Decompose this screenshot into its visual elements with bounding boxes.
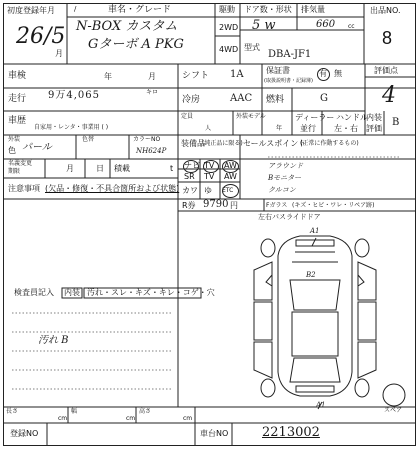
shift-value: 1A	[230, 69, 244, 80]
handle-value: 左・右	[334, 124, 358, 133]
length-label: 長さ	[6, 408, 19, 415]
name-change-label: 名義変更	[8, 160, 33, 167]
inspector-note: 汚れ B	[38, 335, 69, 346]
ac-value: AAC	[230, 93, 253, 104]
color-model-unit: 年	[276, 125, 283, 132]
model-label: 型式	[244, 43, 260, 52]
warranty-no: 無	[334, 69, 342, 78]
mark-b2-roof: B2	[306, 271, 316, 279]
capacity-label: 定員	[181, 113, 194, 120]
r-ticket-label: R券	[182, 201, 196, 210]
equip-aw-circle	[222, 160, 239, 173]
equip-navi-circle	[183, 160, 199, 173]
name-change-sub: 期限	[8, 168, 21, 175]
chassis-label: 車台NO	[200, 429, 229, 438]
equip-leather: カワ	[182, 186, 198, 195]
car-name: N-BOX カスタム	[76, 19, 178, 34]
equip-tv-2: TV	[204, 172, 215, 181]
lot-value: 8	[382, 28, 393, 48]
width-label: 幅	[71, 408, 78, 415]
interior-value: B	[392, 117, 400, 128]
equipment-label: 装備品	[181, 139, 205, 148]
shift-label: シフト	[182, 71, 210, 81]
equip-navi: ナビ	[184, 161, 200, 170]
reg-no-label: 登録NO	[10, 429, 39, 438]
history-label: 車歴	[8, 116, 27, 126]
displacement-value: 660	[316, 19, 336, 30]
drive-label: 駆動	[219, 5, 235, 14]
warranty-yes: 有	[319, 69, 327, 78]
equip-etc: ETC	[222, 187, 234, 194]
equip-aw-2: AW	[224, 172, 237, 181]
color-label-2: 色	[8, 146, 16, 155]
deed-label: 積載	[114, 164, 130, 173]
color-model-label: 外装モデル	[236, 113, 266, 120]
first-reg-value: 26/5	[16, 24, 66, 49]
equip-tv-1: TV	[204, 161, 215, 170]
model-value: DBA-JF1	[268, 49, 312, 60]
color-change-label: 色替	[82, 136, 95, 143]
length-unit: cm	[58, 415, 68, 422]
history-sub: 自家用・レンタ・事業用 ( )	[34, 124, 109, 131]
door-value: 5 w	[252, 18, 276, 33]
ac-label: 冷房	[182, 95, 201, 105]
drive-4wd: 4WD	[219, 45, 239, 54]
mileage-unit: キロ	[146, 89, 159, 96]
name-change-day: 日	[96, 164, 104, 173]
equip-aw-1: AW	[224, 161, 237, 170]
first-reg-unit: 月	[55, 49, 63, 58]
score-value: 4	[382, 83, 396, 108]
displacement-label: 排気量	[301, 5, 325, 14]
color-label: 外装	[8, 136, 21, 143]
name-slash: /	[74, 5, 77, 13]
caution-label: 注意事項	[8, 184, 40, 193]
color-no-label: カラーNO	[133, 136, 161, 143]
warranty-sub: (取扱説明書・記録簿)	[264, 78, 313, 84]
capacity-unit: 人	[205, 125, 212, 132]
inspector-chip-interior: 内装	[64, 288, 80, 297]
r-ticket-unit: 円	[230, 201, 238, 210]
name-change-month: 月	[66, 164, 74, 173]
handle-label: ハンドル	[336, 113, 368, 122]
sales-points-sub: (正常に作動するもの)	[300, 140, 359, 147]
r-ticket-value: 9790	[203, 199, 229, 210]
sales-point-3: クルコン	[268, 186, 296, 194]
dealer-sub: 並行	[300, 124, 316, 133]
door-label: ドア数・形状	[244, 5, 292, 14]
color-value: パール	[22, 142, 52, 153]
dealer-label: ディーラー	[295, 113, 335, 122]
caution-sub: (欠品・修復・不具合箇所および状態)	[45, 184, 180, 193]
height-unit: cm	[183, 415, 193, 422]
mark-a1-rear: A1	[316, 401, 326, 409]
inspection-label: 車検	[8, 71, 27, 81]
height-label: 高さ	[139, 408, 152, 415]
equipment-sub: (純正品に限る)	[202, 140, 243, 147]
car-grade: Gターボ A PKG	[88, 37, 184, 52]
f-glass-label: Fガラス	[266, 202, 288, 209]
deed-unit: t	[170, 164, 174, 173]
sales-point-2: Bモニター	[268, 174, 302, 182]
displacement-unit: cc	[348, 23, 355, 30]
mileage-label: 走行	[8, 94, 27, 104]
fuel-value: G	[320, 93, 328, 104]
mark-a1-front: A1	[310, 227, 320, 235]
color-no-value: NH624P	[136, 147, 167, 155]
spare-label: スペア	[384, 407, 403, 414]
f-glass-items: (キズ・ヒビ・ワレ・リペア跡)	[292, 202, 375, 209]
equip-tv-circle	[203, 160, 219, 173]
inspector-label: 検査員記入	[14, 288, 54, 297]
equip-sr: SR	[184, 172, 195, 181]
sales-points-label: セールスポイント	[243, 139, 307, 148]
warranty-label: 保証書	[266, 66, 290, 75]
inspector-chip-damage: 汚れ・スレ・キズ・キレ・コゲ・穴	[87, 288, 215, 297]
interior-label: 内装	[366, 113, 382, 122]
score-label: 評価点	[374, 66, 398, 75]
width-unit: cm	[126, 415, 136, 422]
fuel-label: 燃料	[266, 95, 285, 105]
equip-row3-mid: ゆ	[204, 186, 212, 195]
equip-etc-circle	[222, 184, 239, 198]
interior-sub: 評価	[366, 124, 382, 133]
first-reg-label: 初度登録年月	[7, 6, 55, 15]
mileage-value: 9万4,065	[48, 90, 100, 101]
sales-point-1: アラウンド	[268, 162, 303, 170]
chassis-value: 2213002	[262, 425, 320, 440]
sales-point-4: 左右パスライドドア	[258, 213, 321, 221]
lot-label: 出品NO.	[370, 6, 401, 15]
inspection-month-label: 月	[148, 72, 156, 81]
drive-2wd: 2WD	[219, 23, 239, 32]
name-grade-label: 車名・グレード	[108, 5, 172, 15]
inspection-year-label: 年	[104, 72, 112, 81]
